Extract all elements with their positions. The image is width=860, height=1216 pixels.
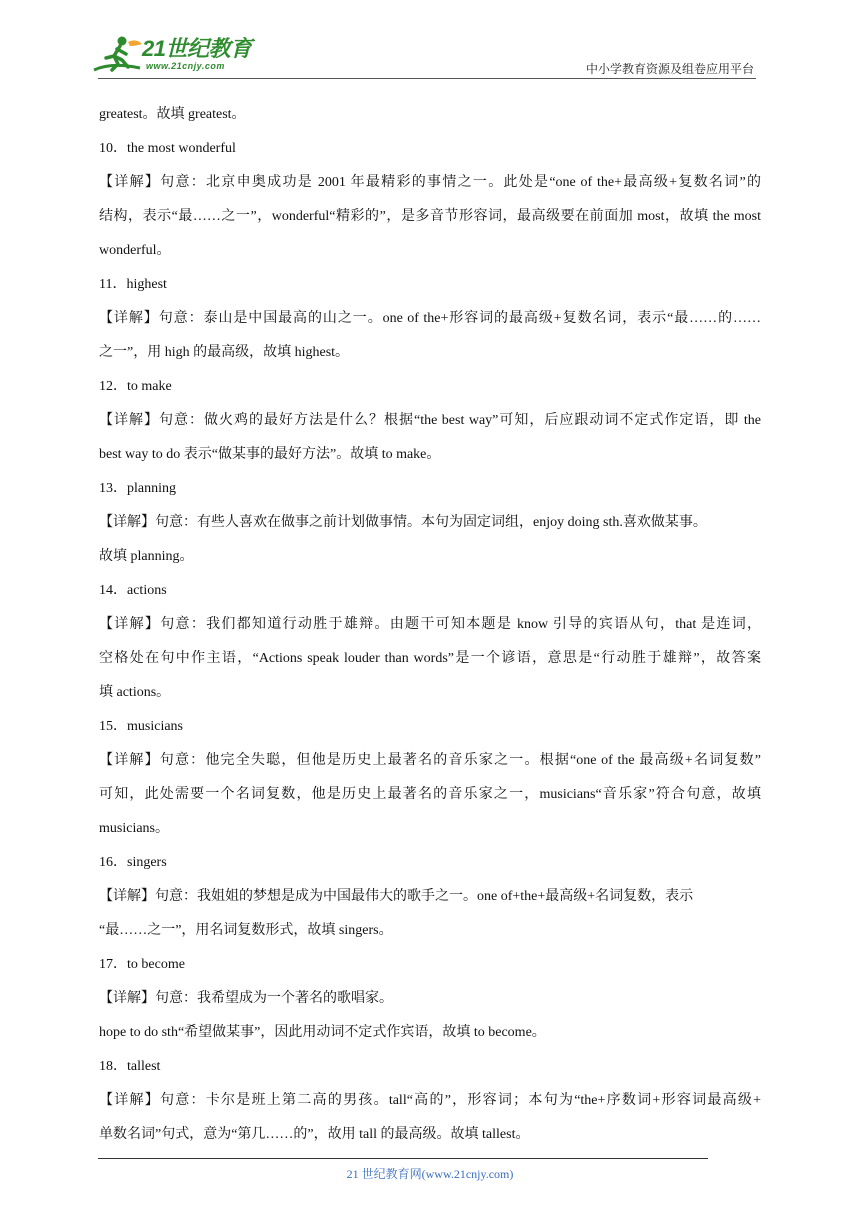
footer-divider (98, 1158, 708, 1159)
explanation-line: 【详解】句意：我姐姐的梦想是成为中国最伟大的歌手之一。one of+the+最高级+名词复数，表示 (99, 889, 694, 904)
explanation-line: 可知，此处需要一个名词复数，他是历史上最著名的音乐家之一，musicians“音乐家”符合句意，故填 (99, 787, 761, 802)
site-logo (92, 34, 262, 76)
answer-heading: 14．actions (99, 583, 167, 598)
logo-text: 21世纪教育 (142, 36, 252, 61)
answer-heading: 12．to make (99, 379, 172, 394)
explanation-line: hope to do sth“希望做某事”，因此用动词不定式作宾语，故填 to become。 (99, 1025, 546, 1040)
explanation-line: 【详解】句意：北京申奥成功是 2001 年最精彩的事情之一。此处是“one of the+最高级+复数名词”的 (99, 175, 761, 190)
page-header (0, 0, 860, 80)
answer-heading: 18．tallest (99, 1059, 161, 1074)
explanation-line: musicians。 (99, 821, 169, 836)
footer-text: 21 世纪教育网(www.21cnjy.com) (346, 1167, 514, 1181)
explanation-line: 【详解】句意：泰山是中国最高的山之一。one of the+形容词的最高级+复数名词，表示“最……的…… (99, 311, 761, 326)
explanation-line: “最……之一”，用名词复数形式，故填 singers。 (99, 923, 393, 938)
site-tagline: 中小学教育资源及组卷应用平台 (585, 62, 754, 76)
explanation-line: 【详解】句意：我们都知道行动胜于雄辩。由题干可知本题是 know 引导的宾语从句，that 是连词， (99, 617, 761, 632)
explanation-line: 【详解】句意：有些人喜欢在做事之前计划做事情。本句为固定词组，enjoy doing sth.喜欢做某事。 (99, 515, 707, 530)
explanation-line: 【详解】句意：我希望成为一个著名的歌唱家。 (99, 991, 393, 1006)
explanation-line: 空格处在句中作主语，“Actions speak louder than words”是一个谚语，意思是“行动胜于雄辩”，故答案 (99, 651, 761, 666)
answer-heading: 16．singers (99, 855, 167, 870)
explanation-line: wonderful。 (99, 243, 171, 258)
explanation-line: 【详解】句意：他完全失聪，但他是历史上最著名的音乐家之一。根据“one of the 最高级+名词复数” (99, 753, 761, 768)
logo-url: www.21cnjy.com (146, 61, 225, 71)
explanation-line: 【详解】句意：做火鸡的最好方法是什么？根据“the best way”可知，后应跟动词不定式作定语，即 the (99, 413, 761, 428)
explanation-line: 之一”，用 high 的最高级，故填 highest。 (99, 345, 350, 360)
explanation-line: 【详解】句意：卡尔是班上第二高的男孩。tall“高的”，形容词；本句为“the+序数词+形容词最高级+ (99, 1093, 761, 1108)
answer-heading: 15．musicians (99, 719, 183, 734)
answer-heading: 13．planning (99, 481, 176, 496)
header-divider (98, 78, 756, 79)
text-line: greatest。故填 greatest。 (99, 107, 246, 122)
explanation-line: 故填 planning。 (99, 549, 194, 564)
answer-heading: 10．the most wonderful (99, 141, 236, 156)
answer-heading: 11．highest (99, 277, 167, 292)
explanation-line: 单数名词”句式，意为“第几……的”，故用 tall 的最高级。故填 tallest。 (99, 1127, 530, 1142)
runner-logo-icon (92, 34, 144, 76)
explanation-line: 结构，表示“最……之一”，wonderful“精彩的”，是多音节形容词，最高级要在前面加 most，故填 the most (99, 209, 761, 224)
answer-explanations (99, 98, 761, 1152)
explanation-line: 填 actions。 (99, 685, 171, 700)
explanation-line: best way to do 表示“做某事的最好方法”。故填 to make。 (99, 447, 441, 462)
answer-heading: 17．to become (99, 957, 185, 972)
